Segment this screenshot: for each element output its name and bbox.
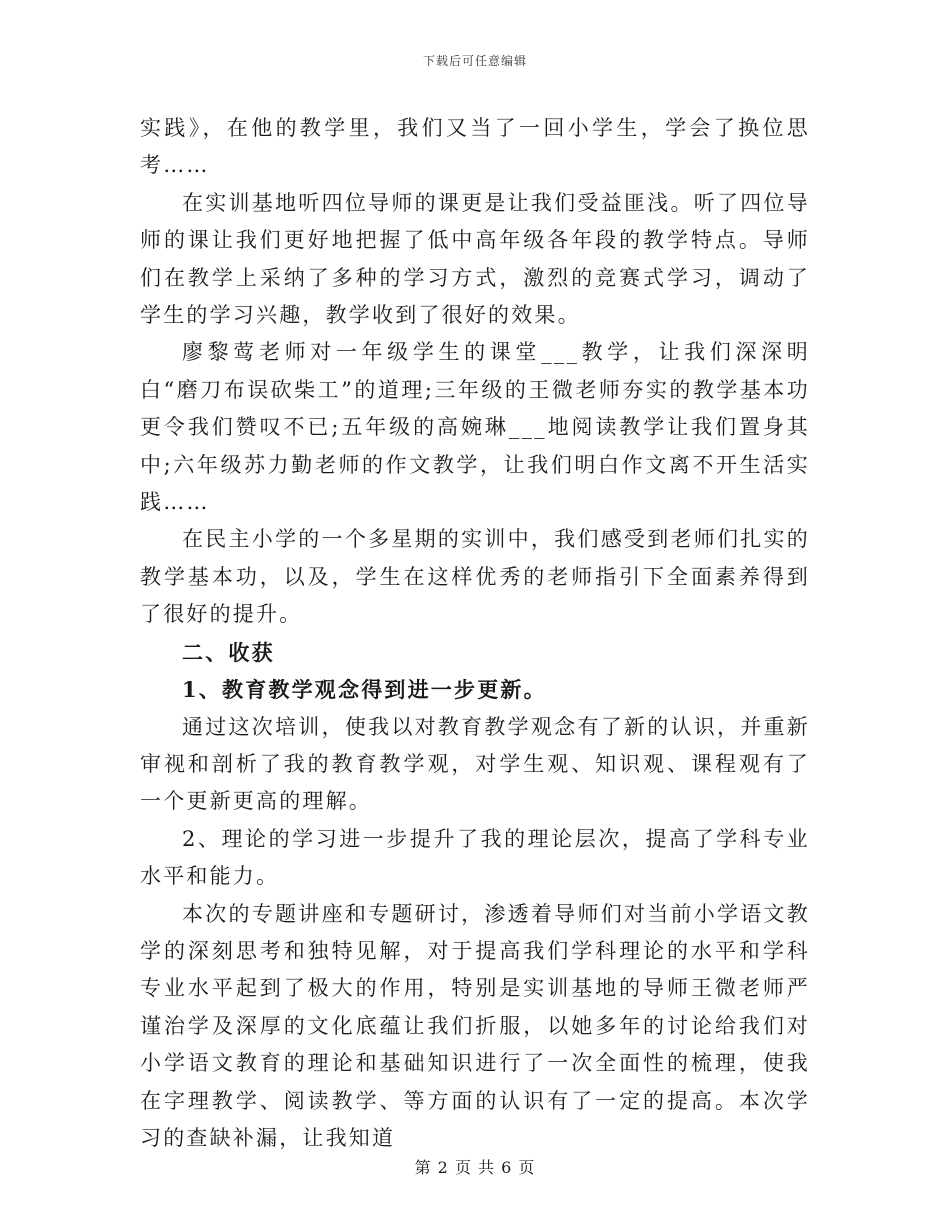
paragraph-point-2: 2、理论的学习进一步提升了我的理论层次，提高了学科专业水平和能力。 xyxy=(140,826,810,889)
paragraph-lecture: 本次的专题讲座和专题研讨，渗透着导师们对当前小学语文教学的深刻思考和独特见解，对于提高我们学科理论的水平和学科专业水平起到了极大的作用，特别是实训基地的导师王微老师严谨治学及深厚的文化底蕴让我们折服，以她多年的讨论给我们对小学语文教育的理论和基础知识进行了一次全面性的梳理，使我在字理教学、阅读教学、等方面的认识有了一定的提高。本次学习的查缺补漏，让我知道 xyxy=(140,901,810,1150)
subheading-point-1: 1、教育教学观念得到进一步更新。 xyxy=(182,677,547,703)
paragraph-continuation: 实践》，在他的教学里，我们又当了一回小学生，学会了换位思考…… xyxy=(140,116,810,178)
section-heading-harvest: 二、收获 xyxy=(182,639,275,665)
page-header: 下载后可任意编辑 xyxy=(422,54,527,68)
paragraph-mentors: 在实训基地听四位导师的课更是让我们受益匪浅。听了四位导师的课让我们更好地把握了低中高年级各年段的教学特点。导师们在教学上采纳了多种的学习方式，激烈的竞赛式学习，调动了学生的学习兴趣，教学收到了很好的效果。 xyxy=(140,190,810,328)
document-body xyxy=(140,110,810,1157)
paragraph-point-1: 通过这次培训，使我以对教育教学观念有了新的认识，并重新审视和剖析了我的教育教学观，对学生观、知识观、课程观有了一个更新更高的理解。 xyxy=(140,714,810,814)
paragraph-teachers: 廖黎莺老师对一年级学生的课堂___教学，让我们深深明白“磨刀布误砍柴工”的道理;三年级的王微老师夯实的教学基本功更令我们赞叹不已;五年级的高婉琳___地阅读教学让我们置身其中;六年级苏力勤老师的作文教学，让我们明白作文离不开生活实践…… xyxy=(140,340,810,515)
page-number: 第 2 页 共 6 页 xyxy=(414,1158,536,1177)
paragraph-school: 在民主小学的一个多星期的实训中，我们感受到老师们扎实的教学基本功，以及，学生在这样优秀的老师指引下全面素养得到了很好的提升。 xyxy=(140,527,810,627)
